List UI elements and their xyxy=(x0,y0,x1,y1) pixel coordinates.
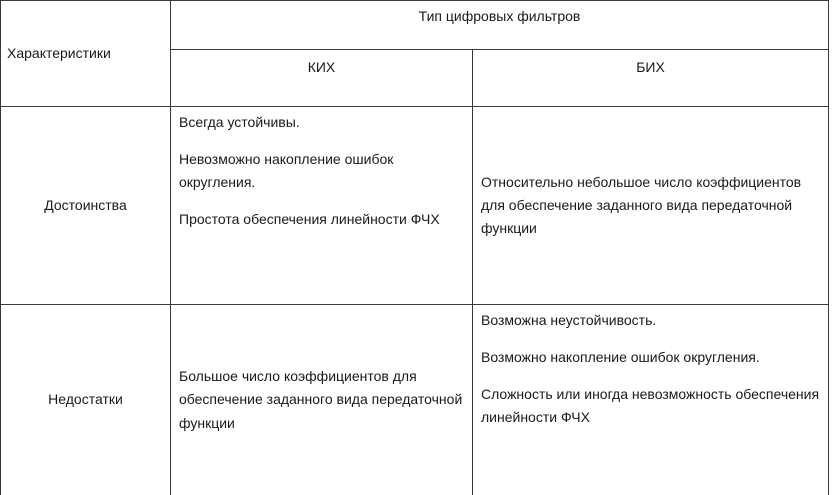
advantages-label: Достоинства xyxy=(1,107,171,305)
filter-type-header: Тип цифровых фильтров xyxy=(171,1,829,50)
fir-header: КИХ xyxy=(171,50,473,107)
disadvantages-fir-cell xyxy=(171,305,473,495)
disadvantages-iir-item: Возможно накопление ошибок округления. xyxy=(481,346,822,369)
advantages-fir-item: Невозможно накопление ошибок округления. xyxy=(179,148,466,194)
advantages-fir-item: Простота обеспечения линейности ФЧХ xyxy=(179,208,466,231)
advantages-iir-item: Относительно небольшое число коэффициентов для обеспечение заданного вида передаточной функции xyxy=(481,171,822,240)
disadvantages-iir-item: Сложность или иногда невозможность обеспечения линейности ФЧХ xyxy=(481,383,822,429)
disadvantages-fir-item: Большое число коэффициентов для обеспечение заданного вида передаточной функции xyxy=(179,365,466,434)
disadvantages-iir-item: Возможна неустойчивость. xyxy=(481,309,822,332)
advantages-fir-item: Всегда устойчивы. xyxy=(179,111,466,134)
advantages-row xyxy=(1,107,829,305)
advantages-iir-cell xyxy=(473,107,829,305)
disadvantages-iir-cell xyxy=(473,305,829,495)
advantages-fir-cell xyxy=(171,107,473,305)
iir-header: БИХ xyxy=(473,50,829,107)
disadvantages-row xyxy=(1,305,829,495)
header-row-1 xyxy=(1,1,829,50)
characteristics-header: Характеристики xyxy=(1,1,171,107)
disadvantages-label: Недостатки xyxy=(1,305,171,495)
